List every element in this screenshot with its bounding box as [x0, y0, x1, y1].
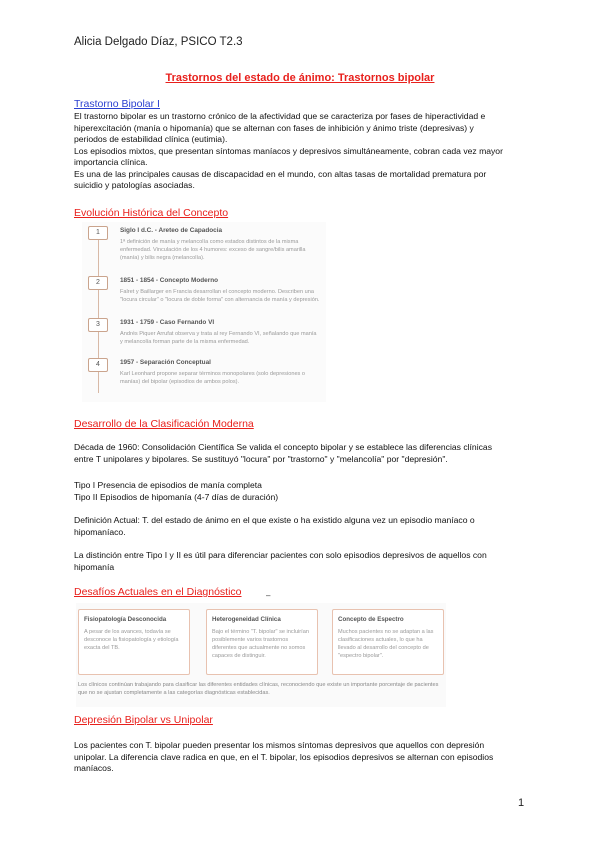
- historical-timeline-figure: [82, 222, 326, 402]
- timeline-description: 1ª definición de manía y melancolía como estados distintos de la misma enfermedad. Vinculación de los 4 humores: exceso de sangre/bilis amarilla (manía) y bilis negra (melancolía).: [120, 239, 306, 261]
- text-line: unipolar. La diferencia clave radica en que, en el T. bipolar, los episodios depresivos se alternan con episodios: [74, 751, 494, 762]
- section-heading-modern-classification: Desarrollo de la Clasificación Moderna: [74, 418, 254, 430]
- type-distinction-paragraph: [74, 550, 534, 573]
- document-author-header: Alicia Delgado Díaz, PSICO T2.3: [74, 36, 243, 48]
- text-line: Los pacientes con T. bipolar pueden presentar los mismos síntomas depresivos que aquellos con depresión: [74, 740, 485, 750]
- challenge-card: [332, 609, 444, 675]
- text-line: importancia clínica.: [74, 157, 148, 167]
- challenge-card-body: Bajo el término "T. bipolar" se incluirían posiblemente varios trastornos diferentes que actualmente no somos capaces de distinguir.: [212, 629, 309, 659]
- bipolar-vs-unipolar-paragraph: [74, 740, 534, 775]
- challenges-footnote: Los clínicos continúan trabajando para clasificar las diferentes entidades clínicas, reconociendo que existe un importante porcentaje de pacientes que no se ajustan completamente a las categorías diagnósticas establecidas.: [78, 682, 439, 696]
- challenge-card: [206, 609, 318, 675]
- bipolar-types-list: [74, 480, 534, 503]
- bipolar-definition-paragraph: [74, 111, 534, 192]
- text-line: El trastorno bipolar es un trastorno crónico de la afectividad que se caracteriza por fases de hiperactividad e: [74, 111, 486, 121]
- challenge-card-body: Muchos pacientes no se adaptan a las clasificaciones actuales, lo que ha llevado al desarrollo del concepto de "espectro bipolar".: [338, 629, 434, 659]
- challenge-card: [78, 609, 190, 675]
- section-heading-bipolar-i: Trastorno Bipolar I: [74, 98, 160, 110]
- text-line: La distinción entre Tipo I y II es útil para diferenciar pacientes con solo episodios depresivos de aquellos con: [74, 550, 487, 560]
- section-heading-historical-evolution: Evolución Histórica del Concepto: [74, 207, 229, 219]
- section-heading-bipolar-vs-unipolar: Depresión Bipolar vs Unipolar: [74, 714, 213, 726]
- text-line: suicidio y patologías asociadas.: [74, 180, 195, 190]
- timeline-number: 4: [88, 358, 108, 372]
- timeline-description: Andrés Piquer Arrufat observa y trata al rey Fernando VI, señalando que manía y melancolía forman parte de la misma enfermedad.: [120, 331, 317, 345]
- challenge-card-title: Concepto de Espectro: [338, 616, 404, 623]
- current-definition-paragraph: [74, 515, 534, 538]
- text-line: Tipo I Presencia de episodios de manía completa: [74, 480, 262, 490]
- challenge-card-title: Heterogeneidad Clínica: [212, 616, 281, 623]
- timeline-number: 3: [88, 318, 108, 332]
- timeline-number: 1: [88, 226, 108, 240]
- text-line: entre T unipolares y bipolares. Se sustituyó "locura" por "trastorno" y "melancolía" por "depresión".: [74, 453, 448, 464]
- classification-paragraph-1960: [74, 442, 534, 465]
- timeline-title: Siglo I d.C. - Areteo de Capadocia: [120, 227, 223, 234]
- timeline-description: Falret y Baillarger en Francia desarrollan el concepto moderno. Describen una "locura circular" o "locura de doble forma" con alternancia de manía y depresión.: [120, 289, 320, 303]
- text-line: maníacos.: [74, 763, 114, 773]
- stray-dash: –: [266, 591, 271, 600]
- document-title: Trastornos del estado de ánimo: Trastornos bipolar: [165, 72, 435, 84]
- text-line: hipomanía: [74, 561, 115, 572]
- text-line: Tipo II Episodios de hipomanía (4-7 días de duración): [74, 491, 279, 502]
- timeline-number: 2: [88, 276, 108, 290]
- text-line: Década de 1960: Consolidación Científica Se valida el concepto bipolar y se establece las diferencias clínicas: [74, 442, 492, 452]
- text-line: Es una de las principales causas de discapacidad en el mundo, con altas tasas de mortalidad prematura por: [74, 168, 487, 179]
- diagnostic-challenges-figure: [76, 603, 446, 707]
- text-line: periodos de estabilidad clínica (eutimia).: [74, 134, 228, 144]
- text-line: Definición Actual: T. del estado de ánimo en el que existe o ha existido alguna vez un episodio maníaco o: [74, 515, 475, 525]
- text-line: hiperexcitación (manía o hipomanía) que se alternan con fases de inhibición y ánimo triste (depresivas) y: [74, 122, 474, 133]
- challenge-card-title: Fisiopatología Desconocida: [84, 616, 167, 623]
- timeline-description: Karl Leonhard propone separar términos monopolares (solo depresiones o manías) del bipolar (episodios de ambos polos).: [120, 371, 306, 385]
- page-number: 1: [518, 797, 525, 809]
- timeline-title: 1931 - 1759 - Caso Fernando VI: [120, 319, 215, 326]
- text-line: hipomaníaco.: [74, 526, 126, 537]
- challenge-card-body: A pesar de los avances, todavía se desconoce la fisiopatología y etiología exacta del TB.: [84, 629, 179, 651]
- text-line: Los episodios mixtos, que presentan síntomas maníacos y depresivos simultáneamente, cobran cada vez mayor: [74, 145, 503, 156]
- section-heading-diagnostic-challenges: Desafíos Actuales en el Diagnóstico: [74, 586, 242, 598]
- timeline-title: 1851 - 1854 - Concepto Moderno: [120, 277, 219, 284]
- timeline-title: 1957 - Separación Conceptual: [120, 359, 211, 366]
